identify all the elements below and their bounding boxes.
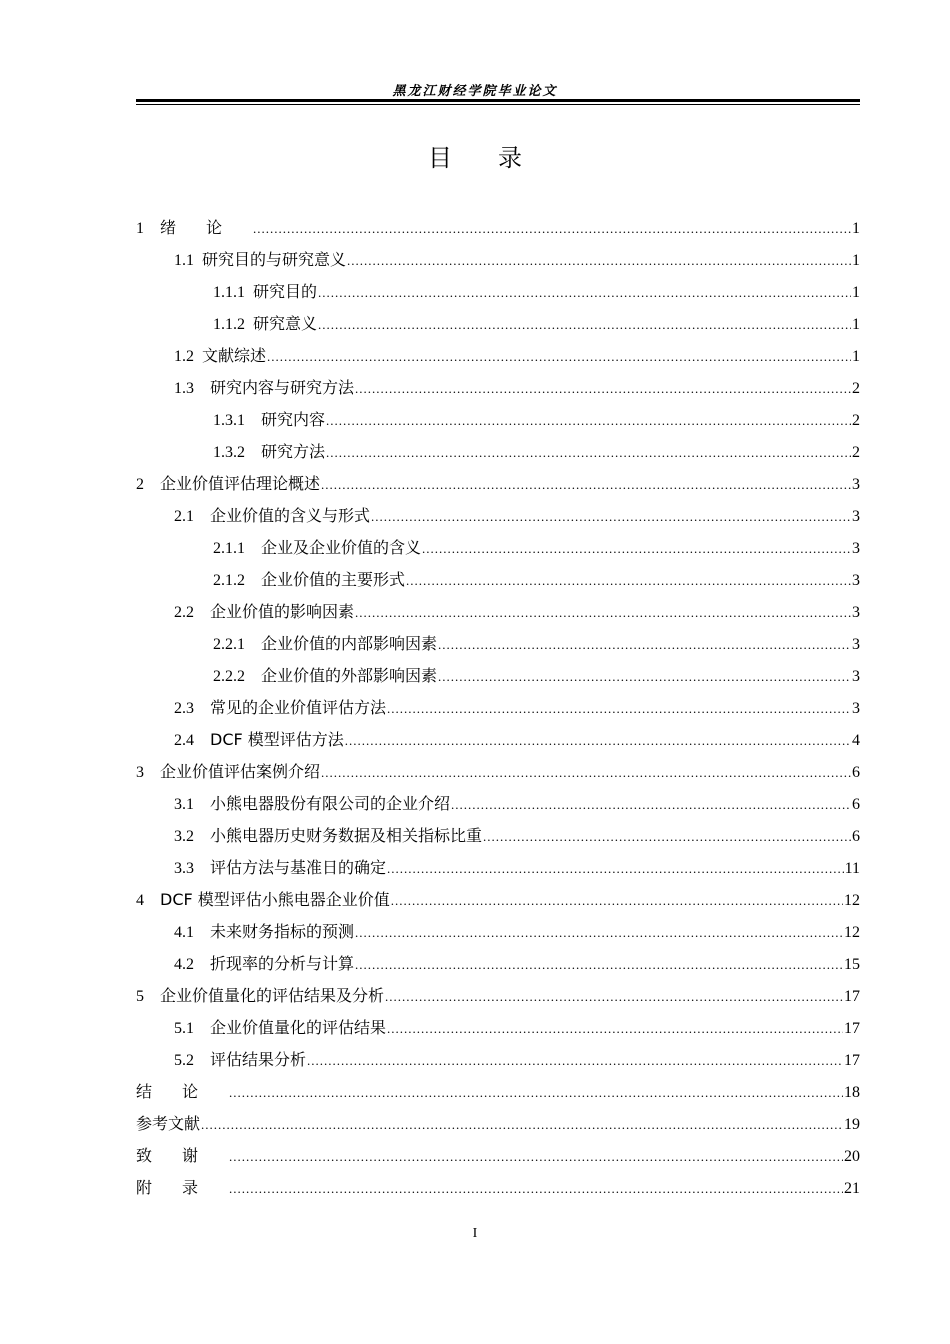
toc-dot-leader bbox=[406, 565, 851, 597]
toc-entry[interactable] bbox=[136, 1172, 860, 1204]
toc-dot-leader bbox=[438, 629, 851, 661]
toc-entry[interactable] bbox=[136, 212, 860, 244]
toc-entry-page: 15 bbox=[844, 956, 860, 973]
toc-entry-page: 6 bbox=[852, 764, 860, 781]
toc-dot-leader bbox=[321, 757, 851, 789]
toc-entry-title: DCF 模型评估方法 bbox=[210, 730, 344, 749]
toc-dot-leader bbox=[253, 213, 851, 245]
toc-entry-title: 研究目的与研究意义 bbox=[202, 250, 347, 269]
toc-entry-number: 1.1.1 bbox=[213, 284, 245, 301]
toc-entry[interactable] bbox=[136, 340, 860, 372]
toc-entry-title: 研究意义 bbox=[253, 314, 318, 333]
toc-entry-title: 附录 bbox=[136, 1178, 229, 1197]
toc-entry-title: 企业价值的外部影响因素 bbox=[261, 666, 438, 685]
toc-entry[interactable] bbox=[136, 404, 860, 436]
toc-dot-leader bbox=[355, 373, 851, 405]
toc-entry[interactable] bbox=[136, 276, 860, 308]
toc-entry-title: 企业价值的主要形式 bbox=[261, 570, 406, 589]
toc-entry-page: 20 bbox=[844, 1148, 860, 1165]
toc-entry-number: 3.1 bbox=[174, 796, 194, 813]
toc-entry-page: 1 bbox=[852, 252, 860, 269]
toc-entry-page: 12 bbox=[844, 924, 860, 941]
toc-entry-number: 4 bbox=[136, 892, 144, 909]
toc-dot-leader bbox=[355, 917, 843, 949]
toc-dot-leader bbox=[451, 789, 851, 821]
toc-entry[interactable] bbox=[136, 500, 860, 532]
toc-dot-leader bbox=[391, 885, 843, 917]
toc-entry-page: 1 bbox=[852, 220, 860, 237]
toc-entry-page: 3 bbox=[852, 668, 860, 685]
toc-entry-title: 企业价值量化的评估结果及分析 bbox=[160, 986, 385, 1005]
toc-entry-number: 1 bbox=[136, 220, 144, 237]
toc-entry-title: 企业价值的含义与形式 bbox=[210, 506, 371, 525]
toc-entry[interactable] bbox=[136, 308, 860, 340]
toc-entry-title: 研究方法 bbox=[261, 442, 326, 461]
toc-entry-number: 2.3 bbox=[174, 700, 194, 717]
toc-entry[interactable] bbox=[136, 1012, 860, 1044]
toc-entry-number: 1.1.2 bbox=[213, 316, 245, 333]
toc-entry-page: 17 bbox=[844, 1020, 860, 1037]
toc-dot-leader bbox=[326, 405, 851, 437]
toc-entry[interactable] bbox=[136, 948, 860, 980]
toc-entry-page: 6 bbox=[852, 828, 860, 845]
toc-entry[interactable] bbox=[136, 1044, 860, 1076]
toc-dot-leader bbox=[385, 981, 843, 1013]
toc-entry-title: 研究内容 bbox=[261, 410, 326, 429]
toc-entry-page: 3 bbox=[852, 572, 860, 589]
toc-entry-number: 2.1.2 bbox=[213, 572, 245, 589]
toc-entry-number: 2.4 bbox=[174, 732, 194, 749]
toc-entry[interactable] bbox=[136, 660, 860, 692]
toc-entry-page: 1 bbox=[852, 284, 860, 301]
toc-entry-page: 3 bbox=[852, 700, 860, 717]
toc-entry[interactable] bbox=[136, 564, 860, 596]
running-header-title: 黑龙江财经学院毕业论文 bbox=[392, 84, 558, 99]
toc-dot-leader bbox=[387, 853, 844, 885]
toc-dot-leader bbox=[345, 725, 851, 757]
toc-dot-leader bbox=[318, 309, 851, 341]
toc-entry-page: 4 bbox=[852, 732, 860, 749]
toc-entry-page: 3 bbox=[852, 604, 860, 621]
toc-dot-leader bbox=[438, 661, 851, 693]
toc-entry-page: 17 bbox=[844, 988, 860, 1005]
toc-entry-number: 2.1.1 bbox=[213, 540, 245, 557]
toc-entry-page: 18 bbox=[844, 1084, 860, 1101]
toc-entry-number: 3 bbox=[136, 764, 144, 781]
toc-entry[interactable] bbox=[136, 1108, 860, 1140]
toc-entry[interactable] bbox=[136, 1140, 860, 1172]
toc-dot-leader bbox=[229, 1077, 843, 1109]
toc-entry[interactable] bbox=[136, 788, 860, 820]
toc-entry[interactable] bbox=[136, 468, 860, 500]
toc-entry-page: 3 bbox=[852, 476, 860, 493]
toc-entry[interactable] bbox=[136, 756, 860, 788]
toc-entry-page: 17 bbox=[844, 1052, 860, 1069]
toc-dot-leader bbox=[321, 469, 851, 501]
toc-entry-number: 2.2 bbox=[174, 604, 194, 621]
toc-entry-title: 研究目的 bbox=[253, 282, 318, 301]
toc-entry-number: 1.2 bbox=[174, 348, 194, 365]
toc-entry-page: 3 bbox=[852, 508, 860, 525]
toc-entry[interactable] bbox=[136, 916, 860, 948]
toc-dot-leader bbox=[355, 949, 843, 981]
toc-entry[interactable] bbox=[136, 852, 860, 884]
toc-entry-title: DCF 模型评估小熊电器企业价值 bbox=[160, 890, 390, 909]
toc-entry-title: 评估方法与基准日的确定 bbox=[210, 858, 387, 877]
header-rule-thin bbox=[136, 104, 860, 105]
toc-entry[interactable] bbox=[136, 724, 860, 756]
toc-entry-page: 19 bbox=[844, 1116, 860, 1133]
toc-entry-page: 6 bbox=[852, 796, 860, 813]
toc-entry-number: 1.3 bbox=[174, 380, 194, 397]
toc-entry-number: 3.2 bbox=[174, 828, 194, 845]
toc-dot-leader bbox=[307, 1045, 843, 1077]
toc-entry-number: 5.2 bbox=[174, 1052, 194, 1069]
toc-entry-number: 1.3.2 bbox=[213, 444, 245, 461]
toc-dot-leader bbox=[355, 597, 851, 629]
header-rule-thick bbox=[136, 99, 860, 102]
toc-entry-page: 1 bbox=[852, 348, 860, 365]
toc-entry[interactable] bbox=[136, 532, 860, 564]
toc-entry-number: 2.1 bbox=[174, 508, 194, 525]
toc-dot-leader bbox=[201, 1109, 843, 1141]
toc-entry-title: 常见的企业价值评估方法 bbox=[210, 698, 387, 717]
toc-entry-title: 致谢 bbox=[136, 1146, 229, 1165]
toc-entry-title: 企业及企业价值的含义 bbox=[261, 538, 422, 557]
toc-entry[interactable] bbox=[136, 372, 860, 404]
toc-entry-title: 参考文献 bbox=[136, 1114, 201, 1133]
toc-entry-number: 5 bbox=[136, 988, 144, 1005]
toc-entry-title: 企业价值评估案例介绍 bbox=[160, 762, 321, 781]
toc-dot-leader bbox=[318, 277, 851, 309]
toc-entry-title: 评估结果分析 bbox=[210, 1050, 307, 1069]
toc-entry-title: 企业价值的内部影响因素 bbox=[261, 634, 438, 653]
toc-title: 目录 bbox=[428, 144, 568, 172]
toc-entry-title: 未来财务指标的预测 bbox=[210, 922, 355, 941]
toc-entry-page: 2 bbox=[852, 444, 860, 461]
toc-entry-title: 企业价值的影响因素 bbox=[210, 602, 355, 621]
toc-entry-page: 3 bbox=[852, 636, 860, 653]
toc-dot-leader bbox=[229, 1141, 843, 1173]
toc-entry-number: 1.3.1 bbox=[213, 412, 245, 429]
toc-entry[interactable] bbox=[136, 596, 860, 628]
toc-entry-title: 企业价值量化的评估结果 bbox=[210, 1018, 387, 1037]
toc-entry-title: 绪论 bbox=[160, 218, 253, 237]
toc-entry-page: 2 bbox=[852, 380, 860, 397]
toc-dot-leader bbox=[422, 533, 851, 565]
toc-dot-leader bbox=[371, 501, 851, 533]
toc-entry-page: 21 bbox=[844, 1180, 860, 1197]
toc-entry-number: 3.3 bbox=[174, 860, 194, 877]
toc-entry-title: 小熊电器历史财务数据及相关指标比重 bbox=[210, 826, 483, 845]
toc-dot-leader bbox=[267, 341, 851, 373]
table-of-contents bbox=[136, 212, 860, 1204]
toc-entry-title: 企业价值评估理论概述 bbox=[160, 474, 321, 493]
toc-dot-leader bbox=[347, 245, 851, 277]
toc-dot-leader bbox=[387, 693, 851, 725]
toc-dot-leader bbox=[387, 1013, 843, 1045]
toc-entry-number: 2.2.1 bbox=[213, 636, 245, 653]
toc-entry-title: 研究内容与研究方法 bbox=[210, 378, 355, 397]
toc-entry-title: 文献综述 bbox=[202, 346, 267, 365]
toc-entry[interactable] bbox=[136, 244, 860, 276]
toc-entry[interactable] bbox=[136, 884, 860, 916]
toc-entry-page: 2 bbox=[852, 412, 860, 429]
toc-dot-leader bbox=[483, 821, 851, 853]
toc-entry[interactable] bbox=[136, 436, 860, 468]
toc-entry[interactable] bbox=[136, 628, 860, 660]
toc-entry-title: 折现率的分析与计算 bbox=[210, 954, 355, 973]
toc-entry[interactable] bbox=[136, 1076, 860, 1108]
toc-entry[interactable] bbox=[136, 820, 860, 852]
toc-entry-page: 12 bbox=[844, 892, 860, 909]
toc-dot-leader bbox=[229, 1173, 843, 1205]
toc-entry-number: 5.1 bbox=[174, 1020, 194, 1037]
toc-entry-number: 1.1 bbox=[174, 252, 194, 269]
toc-entry[interactable] bbox=[136, 980, 860, 1012]
page-number: I bbox=[472, 1226, 478, 1241]
toc-entry-number: 2 bbox=[136, 476, 144, 493]
toc-entry-title: 结论 bbox=[136, 1082, 229, 1101]
toc-entry[interactable] bbox=[136, 692, 860, 724]
toc-entry-page: 3 bbox=[852, 540, 860, 557]
toc-entry-title: 小熊电器股份有限公司的企业介绍 bbox=[210, 794, 451, 813]
toc-entry-number: 4.1 bbox=[174, 924, 194, 941]
toc-entry-page: 1 bbox=[852, 316, 860, 333]
toc-entry-number: 2.2.2 bbox=[213, 668, 245, 685]
toc-entry-number: 4.2 bbox=[174, 956, 194, 973]
toc-entry-page: 11 bbox=[844, 860, 860, 877]
toc-dot-leader bbox=[326, 437, 851, 469]
